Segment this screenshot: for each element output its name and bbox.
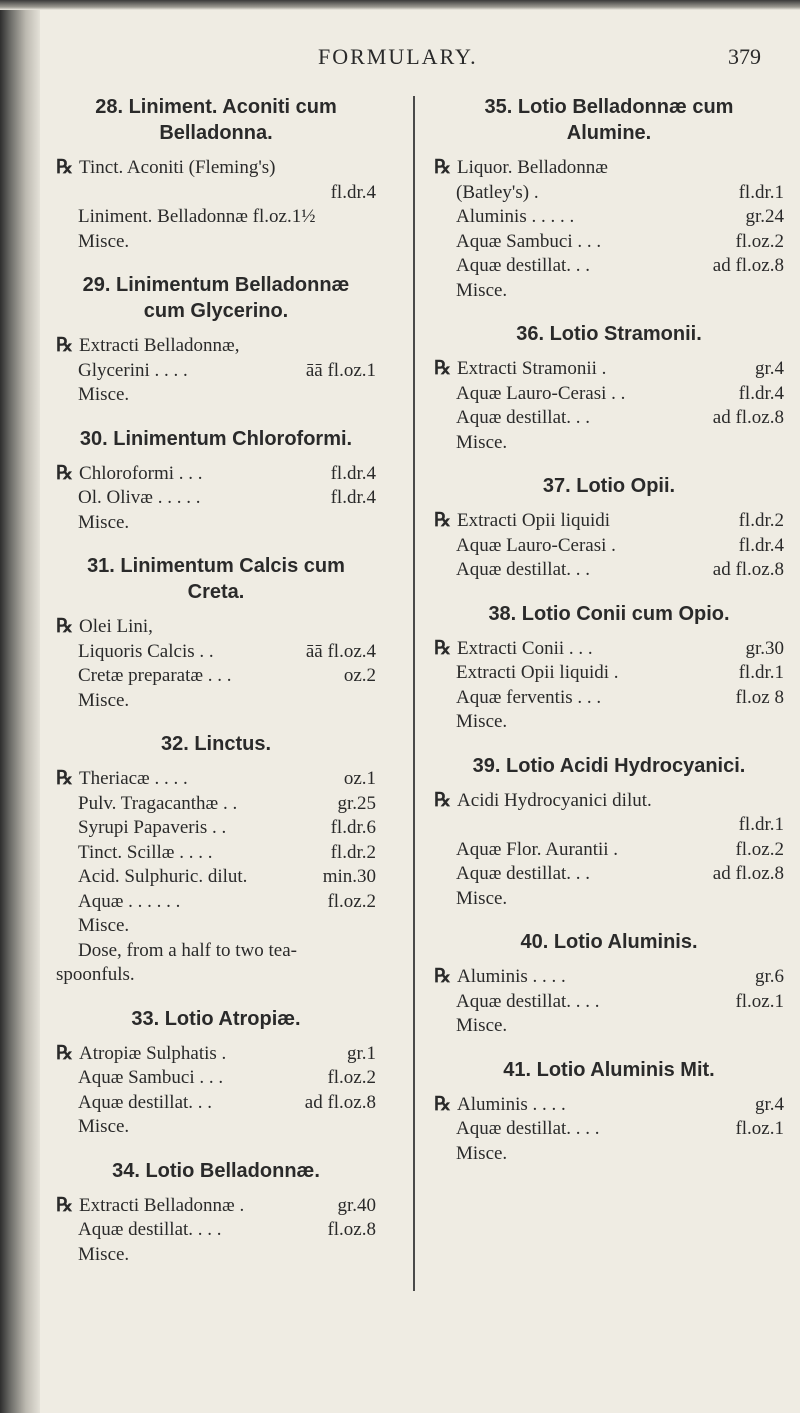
ingredient-name: Aluminis . . . . — [457, 966, 566, 987]
prescription-block — [434, 789, 784, 912]
first-line-group — [56, 1194, 244, 1219]
ingredient-quantity: fl.oz.1 — [735, 1118, 784, 1139]
ingredient-line — [56, 1091, 376, 1116]
ingredient-name: Aquæ destillat. . . . — [456, 990, 600, 1012]
ingredient-line — [434, 205, 784, 230]
ingredient-line — [434, 181, 784, 206]
formula-entry — [56, 731, 376, 988]
formula-title: Belladonna. — [159, 122, 273, 144]
formula-title: 36. Lotio Stramonii. — [516, 323, 702, 345]
ingredient-line — [434, 230, 784, 255]
misce-instruction: Misce. — [456, 1142, 508, 1164]
first-line-group — [434, 509, 610, 534]
ingredient-line — [434, 789, 784, 814]
ingredient-quantity: fl.dr.1 — [738, 181, 784, 203]
misce-instruction: Misce. — [78, 384, 130, 405]
ingredient-quantity: oz.2 — [343, 665, 376, 686]
ingredient-line — [56, 1194, 376, 1219]
recipe-symbol: ℞ — [434, 157, 452, 178]
ingredient-name: Aquæ destillat. . . — [456, 559, 591, 580]
prescription-block — [56, 156, 376, 254]
ingredient-line — [56, 841, 376, 866]
misce-instruction: Misce. — [78, 1243, 130, 1265]
misce-instruction: Misce. — [456, 887, 508, 909]
ingredient-name: Aquæ Flor. Aurantii . — [456, 838, 619, 860]
ingredient-name: Liniment. Belladonnæ fl.oz.1½ — [78, 206, 316, 227]
ingredient-line — [434, 661, 784, 686]
misce-instruction: Misce. — [78, 511, 130, 533]
ingredient-quantity: fl.dr.1 — [738, 814, 784, 835]
ingredient-quantity: fl.dr.4 — [330, 462, 376, 484]
ingredient-name: Liquor. Belladonnæ — [457, 157, 608, 178]
left-column — [56, 94, 376, 1285]
ingredient-quantity: fl.oz.2 — [327, 890, 376, 912]
misce-instruction: Misce. — [78, 915, 130, 936]
dose-note: spoonfuls. — [56, 964, 135, 985]
prescription-block — [434, 357, 784, 455]
misce-instruction: Misce. — [78, 1116, 130, 1137]
formula-title: Creta. — [187, 581, 245, 603]
ingredient-name: Aquæ Lauro-Cerasi . . — [456, 382, 626, 404]
ingredient-quantity: fl.dr.2 — [330, 841, 376, 863]
ingredient-quantity: fl.oz.2 — [735, 230, 784, 252]
ingredient-name: Syrupi Papaveris . . — [78, 817, 227, 838]
ingredient-line — [56, 156, 376, 181]
ingredient-quantity: gr.4 — [754, 358, 784, 379]
first-line-group — [434, 357, 606, 382]
ingredient-name: Pulv. Tragacanthæ . . — [78, 792, 238, 814]
ingredient-quantity: āā fl.oz.4 — [305, 640, 376, 662]
formula-title: Alumine. — [566, 122, 652, 144]
recipe-symbol: ℞ — [434, 637, 452, 659]
ingredient-line — [434, 862, 784, 887]
ingredient-name: Liquoris Calcis . . — [78, 640, 214, 662]
formula-entry — [56, 1006, 376, 1140]
ingredient-name: Aquæ Sambuci . . . — [78, 1067, 224, 1088]
ingredient-name: Ol. Olivæ . . . . . — [78, 487, 201, 508]
formula-title: 34. Lotio Belladonnæ. — [112, 1159, 320, 1182]
prescription-block — [56, 1042, 376, 1140]
prescription-block — [434, 1093, 784, 1167]
column-divider — [413, 96, 415, 1291]
ingredient-quantity: fl.oz 8 — [735, 686, 784, 708]
formula-entry — [434, 753, 784, 912]
ingredient-name: Extracti Stramonii . — [457, 358, 607, 379]
ingredient-name: Extracti Belladonnæ . — [79, 1194, 245, 1216]
formula-entry — [56, 94, 376, 254]
formula-title: 32. Linctus. — [160, 733, 272, 755]
ingredient-name: Olei Lini, — [79, 616, 153, 637]
ingredient-quantity: ad fl.oz.8 — [712, 559, 784, 580]
ingredient-line — [434, 406, 784, 431]
recipe-symbol: ℞ — [56, 157, 74, 178]
misce-instruction: Misce. — [78, 230, 130, 252]
ingredient-quantity: fl.dr.6 — [330, 817, 376, 838]
ingredient-name: Theriacæ . . . . — [79, 768, 188, 789]
ingredient-name: Acid. Sulphuric. dilut. — [78, 866, 248, 887]
ingredient-quantity: fl.dr.2 — [738, 510, 784, 531]
ingredient-quantity: fl.dr.4 — [738, 534, 784, 556]
formula-entry — [56, 426, 376, 536]
formula-entry — [434, 929, 784, 1039]
ingredient-line — [56, 1218, 376, 1243]
ingredient-quantity: ad fl.oz.8 — [712, 255, 784, 276]
ingredient-line — [434, 965, 784, 990]
ingredient-line — [56, 205, 376, 230]
page-number: 379 — [728, 44, 761, 69]
page-top-shadow — [0, 0, 800, 10]
first-line-group — [56, 1042, 226, 1067]
formula-title: 35. Lotio Belladonnæ cum — [484, 96, 734, 118]
formula-entry — [56, 272, 376, 408]
recipe-symbol: ℞ — [56, 335, 74, 356]
ingredient-name: Chloroformi . . . — [79, 462, 203, 484]
ingredient-name: Aquæ destillat. . . — [456, 407, 591, 428]
ingredient-quantity: fl.dr.4 — [738, 382, 784, 404]
ingredient-quantity: fl.dr.1 — [738, 662, 784, 683]
ingredient-quantity: fl.dr.4 — [330, 181, 376, 203]
ingredient-line — [56, 767, 376, 792]
formula-title: 30. Linimentum Chloroformi. — [79, 427, 353, 450]
ingredient-quantity: fl.oz.2 — [327, 1067, 376, 1088]
recipe-symbol: ℞ — [56, 462, 74, 484]
misce-instruction: Misce. — [78, 689, 130, 711]
ingredient-quantity: gr.4 — [754, 1093, 784, 1115]
formula-title: 41. Lotio Aluminis Mit. — [503, 1058, 715, 1081]
ingredient-line — [434, 838, 784, 863]
prescription-block — [434, 965, 784, 1039]
first-line-group — [56, 462, 203, 487]
ingredient-quantity: ad fl.oz.8 — [304, 1091, 376, 1113]
first-line-group — [56, 615, 153, 640]
ingredient-name: Extracti Conii . . . — [457, 637, 593, 659]
prescription-block — [434, 509, 784, 583]
formula-entry — [434, 94, 784, 303]
ingredient-line — [56, 664, 376, 689]
first-line-group — [434, 789, 652, 814]
formula-title: 38. Lotio Conii cum Opio. — [488, 602, 730, 625]
prescription-block — [434, 637, 784, 735]
formula-title: cum Glycerino. — [143, 300, 289, 322]
recipe-symbol: ℞ — [434, 510, 452, 531]
formula-title: 40. Lotio Aluminis. — [520, 931, 698, 953]
dose-note: Dose, from a half to two tea- — [78, 939, 297, 961]
misce-instruction: Misce. — [456, 1015, 508, 1036]
recipe-symbol: ℞ — [434, 358, 452, 379]
recipe-symbol: ℞ — [434, 789, 452, 811]
ingredient-name: Extracti Opii liquidi — [457, 510, 611, 531]
ingredient-line — [434, 813, 784, 838]
ingredient-name: Cretæ preparatæ . . . — [78, 665, 232, 686]
ingredient-name: Aluminis . . . . . — [456, 206, 575, 227]
ingredient-line — [434, 1117, 784, 1142]
ingredient-line — [56, 615, 376, 640]
formula-title: 28. Liniment. Aconiti cum — [95, 96, 337, 118]
ingredient-line — [434, 1093, 784, 1118]
ingredient-quantity: ad fl.oz.8 — [712, 407, 784, 428]
prescription-block — [434, 156, 784, 303]
formula-title: 37. Lotio Opii. — [542, 475, 676, 497]
running-title: FORMULARY. — [318, 44, 478, 69]
prescription-block — [56, 767, 376, 988]
prescription-block — [56, 462, 376, 536]
recipe-symbol: ℞ — [56, 768, 74, 789]
ingredient-line — [56, 865, 376, 890]
ingredient-line — [56, 816, 376, 841]
ingredient-line — [434, 990, 784, 1015]
ingredient-name: Aquæ destillat. . . — [456, 255, 591, 276]
ingredient-quantity: fl.oz.2 — [735, 838, 784, 860]
recipe-symbol: ℞ — [56, 1194, 74, 1216]
ingredient-name: Aquæ . . . . . . — [78, 890, 181, 912]
page-header — [0, 44, 800, 74]
first-line-group — [434, 1093, 566, 1118]
ingredient-name: Extracti Opii liquidi . — [456, 662, 619, 683]
first-line-group — [434, 637, 593, 662]
book-binding-shadow — [0, 0, 40, 1413]
misce-instruction: Misce. — [456, 711, 508, 732]
ingredient-quantity: fl.dr.4 — [330, 487, 376, 508]
formula-title: 33. Lotio Atropiæ. — [131, 1007, 301, 1030]
ingredient-line — [56, 792, 376, 817]
ingredient-line — [434, 254, 784, 279]
ingredient-line — [434, 382, 784, 407]
ingredient-name: Aquæ Sambuci . . . — [456, 230, 602, 252]
ingredient-line — [434, 534, 784, 559]
ingredient-quantity: oz.1 — [343, 768, 376, 789]
first-line-group — [434, 156, 608, 181]
misce-instruction: Misce. — [456, 279, 508, 301]
ingredient-name: (Batley's) . — [456, 181, 539, 203]
ingredient-line — [56, 181, 376, 206]
recipe-symbol: ℞ — [56, 1042, 74, 1064]
ingredient-line — [434, 558, 784, 583]
ingredient-line — [434, 156, 784, 181]
first-line-group — [56, 767, 188, 792]
recipe-symbol: ℞ — [434, 1093, 452, 1115]
ingredient-quantity: gr.30 — [745, 637, 784, 659]
ingredient-name: Aquæ ferventis . . . — [456, 686, 602, 708]
ingredient-line — [56, 640, 376, 665]
right-column — [434, 94, 784, 1184]
formula-entry — [434, 1057, 784, 1167]
ingredient-name: Atropiæ Sulphatis . — [79, 1042, 227, 1064]
ingredient-line — [434, 357, 784, 382]
prescription-block — [56, 615, 376, 713]
ingredient-quantity: gr.1 — [346, 1042, 376, 1064]
ingredient-name: Aquæ destillat. . . — [456, 863, 591, 884]
prescription-block — [56, 1194, 376, 1268]
ingredient-line — [434, 637, 784, 662]
formula-entry — [434, 473, 784, 583]
ingredient-name: Extracti Belladonnæ, — [79, 335, 240, 356]
ingredient-line — [56, 1066, 376, 1091]
formula-title: 39. Lotio Acidi Hydrocyanici. — [472, 754, 746, 777]
ingredient-line — [56, 486, 376, 511]
misce-instruction: Misce. — [456, 431, 508, 453]
ingredient-quantity: gr.6 — [754, 966, 784, 987]
ingredient-line — [434, 686, 784, 711]
ingredient-quantity: āā fl.oz.1 — [305, 359, 376, 381]
first-line-group — [56, 156, 275, 181]
ingredient-line — [434, 509, 784, 534]
ingredient-name: Aquæ destillat. . . . — [78, 1219, 222, 1240]
formula-title: 29. Linimentum Belladonnæ — [82, 274, 350, 296]
ingredient-name: Aquæ Lauro-Cerasi . — [456, 534, 616, 556]
ingredient-name: Glycerini . . . . — [78, 359, 188, 381]
ingredient-quantity: gr.40 — [337, 1194, 376, 1216]
ingredient-name: Aquæ destillat. . . . — [456, 1118, 600, 1139]
ingredient-name: Aluminis . . . . — [457, 1093, 566, 1115]
ingredient-line — [56, 890, 376, 915]
ingredient-line — [56, 334, 376, 359]
ingredient-quantity: fl.oz.8 — [327, 1219, 376, 1240]
ingredient-quantity: gr.25 — [337, 792, 376, 814]
recipe-symbol: ℞ — [56, 616, 74, 637]
formula-entry — [434, 321, 784, 455]
ingredient-quantity: gr.24 — [745, 206, 784, 227]
formula-title: 31. Linimentum Calcis cum — [87, 555, 345, 577]
ingredient-line — [56, 1042, 376, 1067]
formula-entry — [56, 1158, 376, 1268]
recipe-symbol: ℞ — [434, 966, 452, 987]
ingredient-name: Acidi Hydrocyanici dilut. — [457, 789, 652, 811]
ingredient-name: Tinct. Aconiti (Fleming's) — [79, 157, 276, 178]
prescription-block — [56, 334, 376, 408]
ingredient-name: Tinct. Scillæ . . . . — [78, 841, 213, 863]
ingredient-line — [56, 359, 376, 384]
ingredient-quantity: fl.oz.1 — [735, 990, 784, 1012]
first-line-group — [434, 965, 566, 990]
first-line-group — [56, 334, 239, 359]
formula-entry — [56, 553, 376, 713]
ingredient-name: Aquæ destillat. . . — [78, 1091, 213, 1113]
ingredient-line — [56, 462, 376, 487]
formula-entry — [434, 601, 784, 735]
ingredient-quantity: min.30 — [322, 866, 376, 887]
ingredient-quantity: ad fl.oz.8 — [712, 863, 784, 884]
